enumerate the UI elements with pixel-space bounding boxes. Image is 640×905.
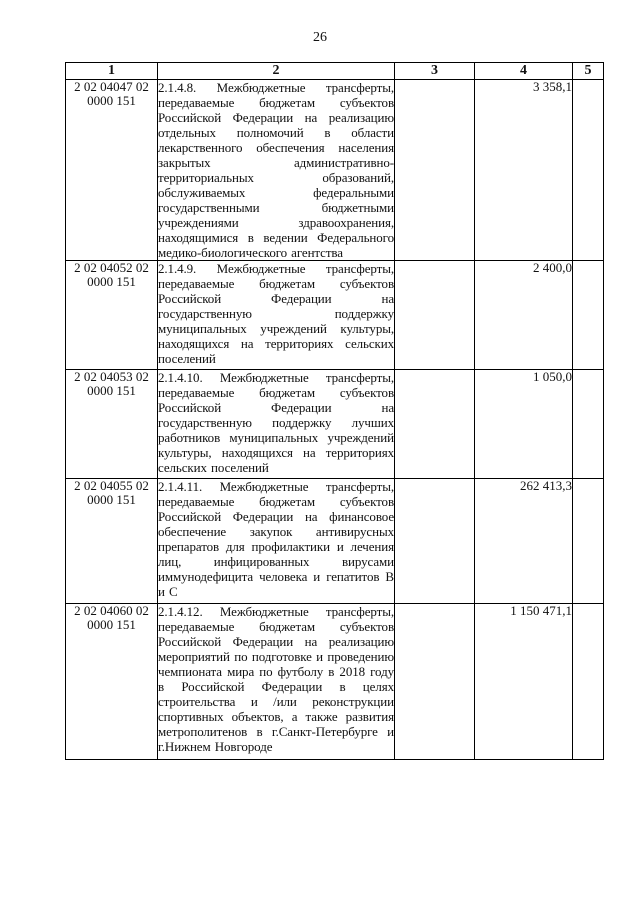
header-col-3: 3 <box>395 63 475 80</box>
column-3-cell <box>395 80 475 261</box>
item-description: 2.1.4.9. Межбюджетные трансферты, передаваемые бюджетам субъектов Российской Федерации на государственную поддержку муниципальных учреждений культуры, находящихся на территориях сельских поселений <box>158 261 395 370</box>
budget-code: 2 02 04053 02 0000 151 <box>66 370 158 479</box>
budget-code: 2 02 04047 02 0000 151 <box>66 80 158 261</box>
header-col-1: 1 <box>66 63 158 80</box>
column-5-cell <box>573 370 604 479</box>
column-3-cell <box>395 370 475 479</box>
table-row <box>66 80 604 261</box>
amount-cell: 1 050,0 <box>475 370 573 479</box>
page-number: 26 <box>313 30 327 45</box>
amount-cell: 1 150 471,1 <box>475 604 573 760</box>
column-5-cell <box>573 479 604 604</box>
budget-table <box>65 62 604 760</box>
table-header-row <box>66 63 604 80</box>
amount-cell: 262 413,3 <box>475 479 573 604</box>
column-5-cell <box>573 80 604 261</box>
header-col-2: 2 <box>158 63 395 80</box>
item-description: 2.1.4.12. Межбюджетные трансферты, передаваемые бюджетам субъектов Российской Федерации на реализацию мероприятий по подготовке и проведению чемпионата мира по футболу в 2018 году в Российской Федерации в целях строительства и /или реконструкции спортивных объектов, а также развития метрополитенов в г.Санкт-Петербурге и г.Нижнем Новгороде <box>158 604 395 760</box>
column-3-cell <box>395 479 475 604</box>
table-row <box>66 479 604 604</box>
header-col-4: 4 <box>475 63 573 80</box>
budget-code: 2 02 04055 02 0000 151 <box>66 479 158 604</box>
budget-code: 2 02 04052 02 0000 151 <box>66 261 158 370</box>
budget-code: 2 02 04060 02 0000 151 <box>66 604 158 760</box>
column-5-cell <box>573 604 604 760</box>
header-col-5: 5 <box>573 63 604 80</box>
item-description: 2.1.4.11. Межбюджетные трансферты, передаваемые бюджетам субъектов Российской Федерации на финансовое обеспечение закупок антивирусных препаратов для профилактики и лечения лиц, инфицированных вирусами иммунодефицита человека и гепатитов В и С <box>158 479 395 604</box>
amount-cell: 2 400,0 <box>475 261 573 370</box>
table-row <box>66 370 604 479</box>
amount-cell: 3 358,1 <box>475 80 573 261</box>
column-3-cell <box>395 604 475 760</box>
column-5-cell <box>573 261 604 370</box>
item-description: 2.1.4.8. Межбюджетные трансферты, передаваемые бюджетам субъектов Российской Федерации на реализацию отдельных полномочий в области лекарственного обеспечения населения закрытых административно-территориальных образований, обслуживаемых федеральными государственными бюджетными учреждениями здравоохранения, находящимися в ведении Федерального медико-биологического агентства <box>158 80 394 260</box>
table-row <box>66 604 604 760</box>
column-3-cell <box>395 261 475 370</box>
table-row <box>66 261 604 370</box>
item-description: 2.1.4.10. Межбюджетные трансферты, передаваемые бюджетам субъектов Российской Федерации на государственную поддержку лучших работников муниципальных учреждений культуры, находящихся на территориях сельских поселений <box>158 370 395 479</box>
